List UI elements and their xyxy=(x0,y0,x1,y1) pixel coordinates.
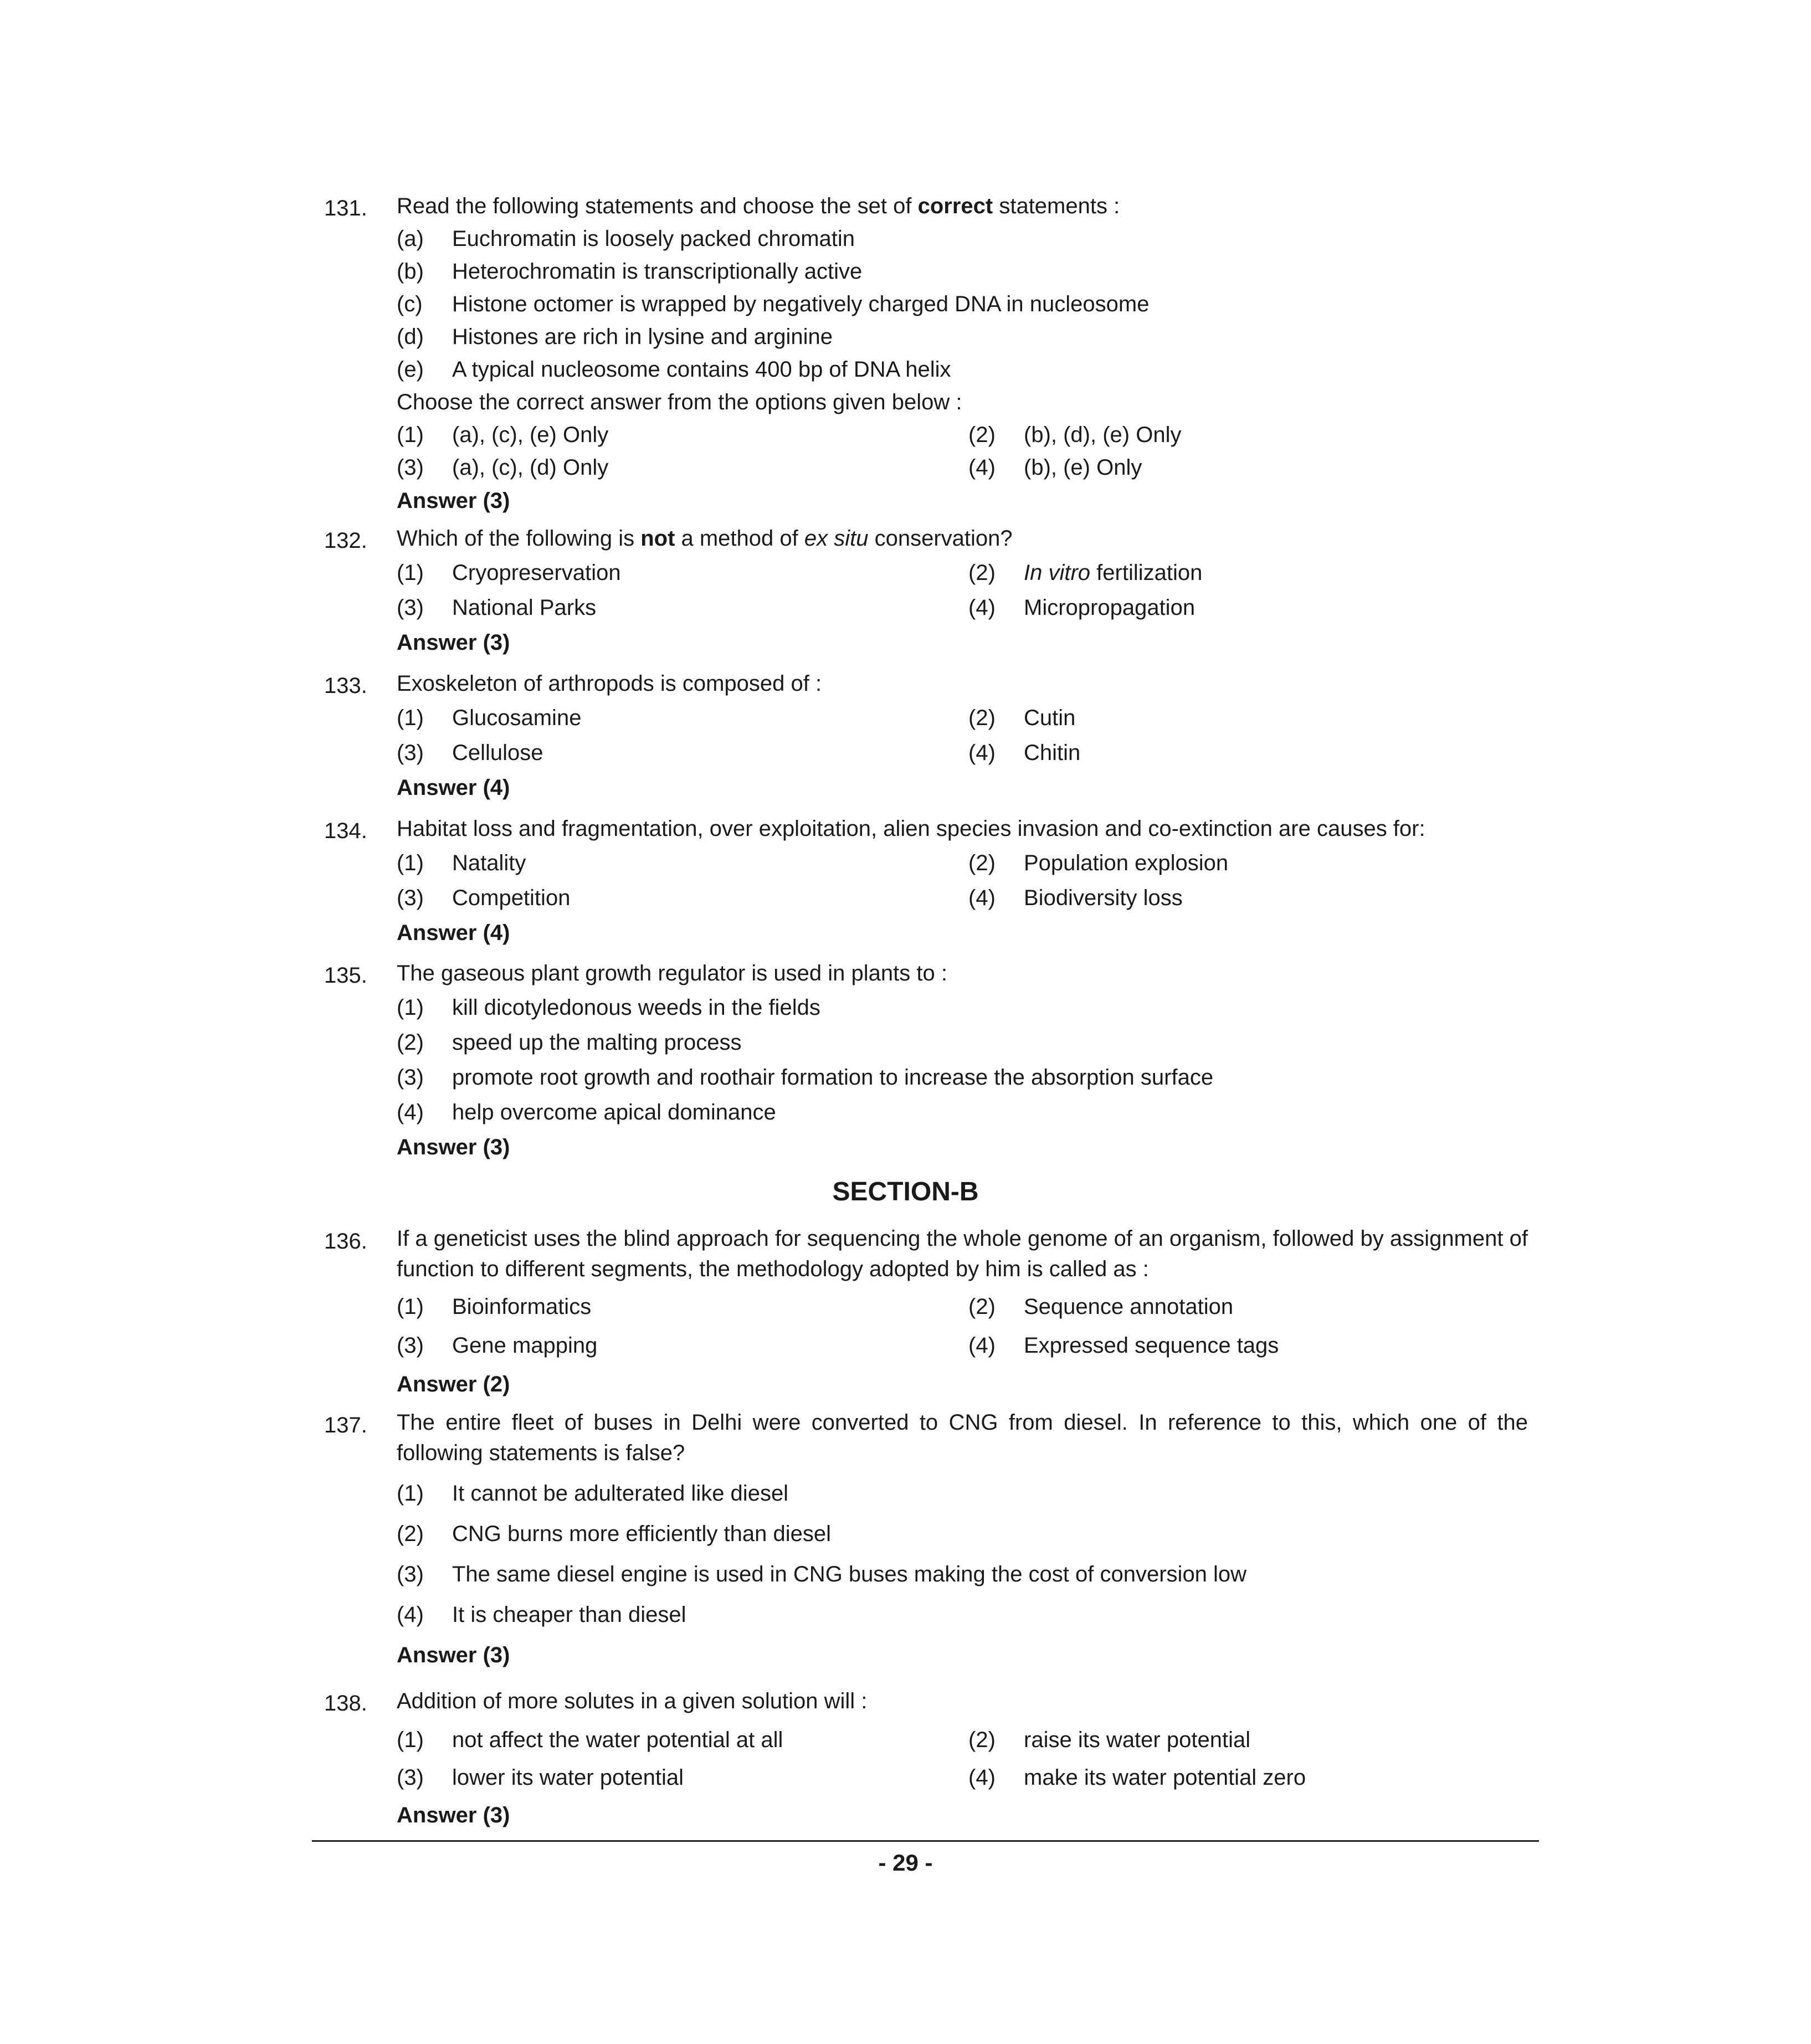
option-2: (2) In vitro fertilization xyxy=(968,561,1203,585)
option-2: (2) speed up the malting process xyxy=(397,1030,742,1055)
option-4: (4) (b), (e) Only xyxy=(968,455,1142,480)
answer: Answer (3) xyxy=(397,630,510,655)
choose-instruction: Choose the correct answer from the options given below : xyxy=(397,390,962,414)
answer: Answer (3) xyxy=(397,1643,510,1667)
option-1: (1) Cryopreservation xyxy=(397,561,621,585)
question-number: 137. xyxy=(324,1413,367,1437)
option-3: (3) lower its water potential xyxy=(397,1765,684,1790)
option-3: (3) Competition xyxy=(397,886,571,910)
option-3: (3) The same diesel engine is used in CNG buses making the cost of conversion low xyxy=(397,1562,1247,1586)
option-2: (2) CNG burns more efficiently than diesel xyxy=(397,1522,832,1546)
question-stem: Read the following statements and choose the set of correct statements : xyxy=(397,194,1120,218)
answer: Answer (3) xyxy=(397,1135,510,1159)
option-4: (4) Biodiversity loss xyxy=(968,886,1183,910)
option-4: (4) Expressed sequence tags xyxy=(968,1333,1279,1358)
page-number: - 29 - xyxy=(878,1850,933,1876)
option-1: (1) Bioinformatics xyxy=(397,1295,592,1319)
question-number: 136. xyxy=(324,1229,367,1254)
question-number: 133. xyxy=(324,674,367,698)
option-2: (2) Cutin xyxy=(968,706,1076,730)
statement-c: (c) Histone octomer is wrapped by negatively charged DNA in nucleosome xyxy=(397,292,1150,316)
option-1: (1) not affect the water potential at all xyxy=(397,1728,783,1752)
question-stem: Habitat loss and fragmentation, over exploitation, alien species invasion and co-extinction are causes for: xyxy=(397,816,1425,841)
option-1: (1) Natality xyxy=(397,851,526,875)
statement-a: (a) Euchromatin is loosely packed chromatin xyxy=(397,227,855,251)
answer: Answer (2) xyxy=(397,1372,510,1396)
option-4: (4) make its water potential zero xyxy=(968,1765,1306,1790)
answer: Answer (4) xyxy=(397,921,510,945)
option-2: (2) (b), (d), (e) Only xyxy=(968,423,1182,447)
statement-e: (e) A typical nucleosome contains 400 bp of DNA helix xyxy=(397,357,951,382)
question-stem: Addition of more solutes in a given solution will : xyxy=(397,1689,868,1713)
option-4: (4) It is cheaper than diesel xyxy=(397,1603,686,1627)
statement-d: (d) Histones are rich in lysine and arginine xyxy=(397,325,833,349)
answer: Answer (3) xyxy=(397,489,510,513)
section-heading: SECTION-B xyxy=(832,1177,979,1206)
question-stem: Exoskeleton of arthropods is composed of : xyxy=(397,671,822,696)
question-stem: Which of the following is not a method of ex situ conservation? xyxy=(397,526,1013,551)
option-2: (2) Sequence annotation xyxy=(968,1295,1234,1319)
answer: Answer (3) xyxy=(397,1803,510,1827)
question-number: 134. xyxy=(324,819,367,843)
option-4: (4) help overcome apical dominance xyxy=(397,1100,776,1124)
option-1: (1) (a), (c), (e) Only xyxy=(397,423,609,447)
option-4: (4) Micropropagation xyxy=(968,595,1196,620)
option-2: (2) raise its water potential xyxy=(968,1728,1251,1752)
question-stem: The entire fleet of buses in Delhi were converted to CNG from diesel. In reference to this, which one of the following statements is false? xyxy=(397,1410,1528,1465)
option-3: (3) promote root growth and roothair formation to increase the absorption surface xyxy=(397,1065,1214,1090)
question-stem: The gaseous plant growth regulator is used in plants to : xyxy=(397,961,947,985)
question-number: 131. xyxy=(324,196,367,220)
option-2: (2) Population explosion xyxy=(968,851,1229,875)
option-4: (4) Chitin xyxy=(968,741,1081,765)
option-3: (3) Cellulose xyxy=(397,741,543,765)
option-1: (1) Glucosamine xyxy=(397,706,582,730)
question-number: 138. xyxy=(324,1691,367,1716)
option-3: (3) National Parks xyxy=(397,595,597,620)
option-1: (1) It cannot be adulterated like diesel xyxy=(397,1481,789,1506)
footer-divider xyxy=(312,1840,1539,1842)
question-number: 132. xyxy=(324,528,367,553)
option-3: (3) (a), (c), (d) Only xyxy=(397,455,609,480)
option-3: (3) Gene mapping xyxy=(397,1333,598,1358)
statement-b: (b) Heterochromatin is transcriptionally active xyxy=(397,259,863,284)
answer: Answer (4) xyxy=(397,776,510,800)
question-number: 135. xyxy=(324,963,367,988)
option-1: (1) kill dicotyledonous weeds in the fields xyxy=(397,995,820,1020)
question-stem: If a geneticist uses the blind approach for sequencing the whole genome of an organism, followed by assignment of function to different segments, the methodology adopted by him is called as : xyxy=(397,1226,1528,1281)
